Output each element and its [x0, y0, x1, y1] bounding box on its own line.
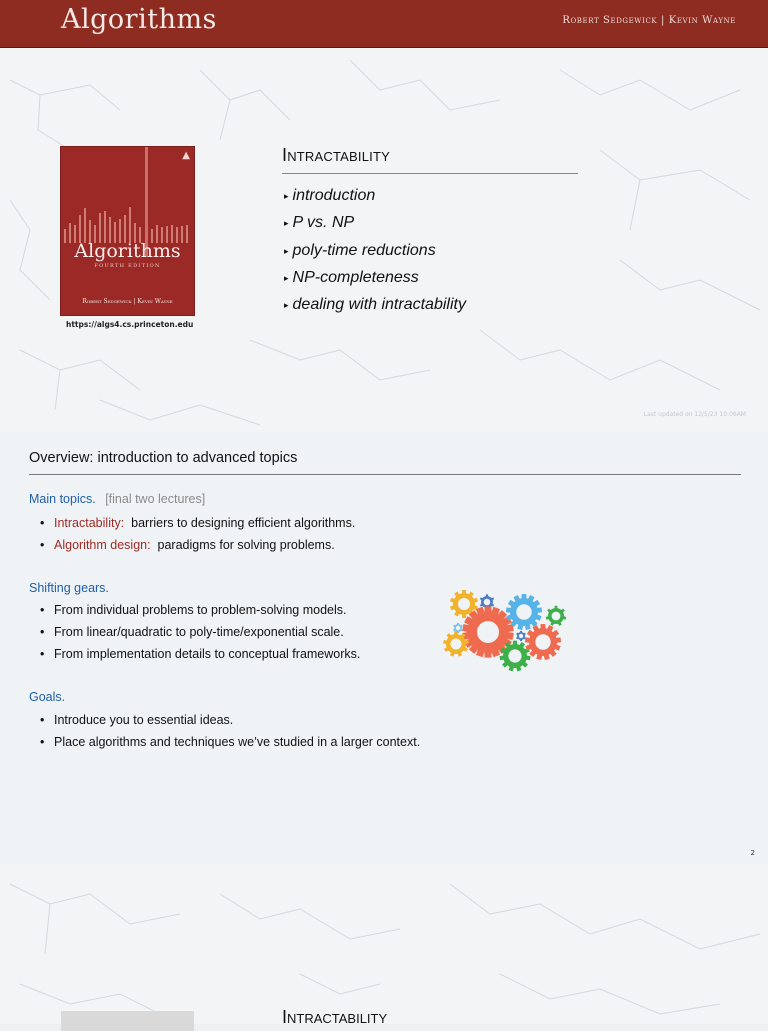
list-item: • Algorithm design: paradigms for solving problems.: [40, 538, 335, 552]
gear-icon: [443, 631, 469, 656]
goals-heading: Goals.: [29, 690, 66, 704]
outline-item[interactable]: ▸ dealing with intractability: [284, 296, 466, 314]
shifting-gears-list: [40, 599, 360, 665]
gear-icon: [516, 631, 526, 641]
slide-title: [0, 0, 768, 432]
triangle-bullet-icon: ▸: [284, 218, 289, 229]
lecture-outline: [284, 185, 466, 321]
book-cover: [61, 147, 194, 315]
outline-item[interactable]: ▸ introduction: [284, 187, 376, 204]
main-topics-list: [40, 512, 355, 556]
book-site-link[interactable]: https://algs4.cs.princeton.edu: [66, 320, 194, 329]
gear-icon: [525, 624, 561, 660]
gears-illustration: [440, 588, 570, 674]
crackle-background: [0, 864, 768, 1024]
cover-title: Algorithms: [74, 240, 181, 262]
header-authors: Robert Sedgewick | Kevin Wayne: [562, 15, 736, 26]
publisher-logo-icon: ▲: [182, 150, 190, 161]
cover-bars-graphic: [64, 205, 192, 245]
header-banner: [0, 0, 768, 48]
list-item: • Intractability: barriers to designing efficient algorithms.: [40, 516, 356, 530]
outline-item[interactable]: ▸ poly-time reductions: [284, 241, 436, 259]
triangle-bullet-icon: ▸: [284, 245, 289, 256]
main-topics-heading: [29, 492, 205, 506]
triangle-bullet-icon: ▸: [284, 272, 289, 283]
triangle-bullet-icon: ▸: [284, 300, 289, 311]
slide-next: [0, 864, 768, 1024]
section-title: Intractability: [282, 145, 390, 165]
goals-list: [40, 709, 420, 753]
brand-title: Algorithms: [61, 4, 217, 35]
overview-title: Overview: introduction to advanced topics: [29, 450, 298, 466]
list-item: • Introduce you to essential ideas.: [40, 713, 234, 727]
list-item: • From implementation details to conceptual frameworks.: [40, 647, 361, 661]
outline-item[interactable]: ▸ NP-completeness: [284, 268, 419, 286]
list-item: • From individual problems to problem-solving models.: [40, 603, 347, 617]
list-item: • From linear/quadratic to poly-time/exponential scale.: [40, 625, 344, 639]
title-rule: [282, 173, 578, 174]
main-topics-label: Main topics.: [29, 492, 96, 506]
list-item: • Place algorithms and techniques we’ve studied in a larger context.: [40, 735, 421, 749]
next-section-title: Intractability: [282, 1007, 388, 1027]
book-cover-partial: [61, 1011, 194, 1031]
gear-icon: [546, 606, 567, 626]
triangle-bullet-icon: ▸: [284, 191, 289, 201]
outline-item[interactable]: ▸ P vs. NP: [284, 214, 355, 232]
shifting-gears-heading: Shifting gears.: [29, 581, 109, 595]
page-number: 2: [750, 849, 755, 857]
main-topics-note: [final two lectures]: [105, 492, 206, 506]
gear-icon: [506, 594, 542, 630]
cover-authors: Robert Sedgewick | Kevin Wayne: [82, 298, 173, 305]
overview-rule: [29, 474, 741, 475]
cover-edition: FOURTH EDITION: [94, 263, 161, 269]
last-updated-note: Last updated on 12/5/23 10:06AM: [643, 411, 746, 418]
